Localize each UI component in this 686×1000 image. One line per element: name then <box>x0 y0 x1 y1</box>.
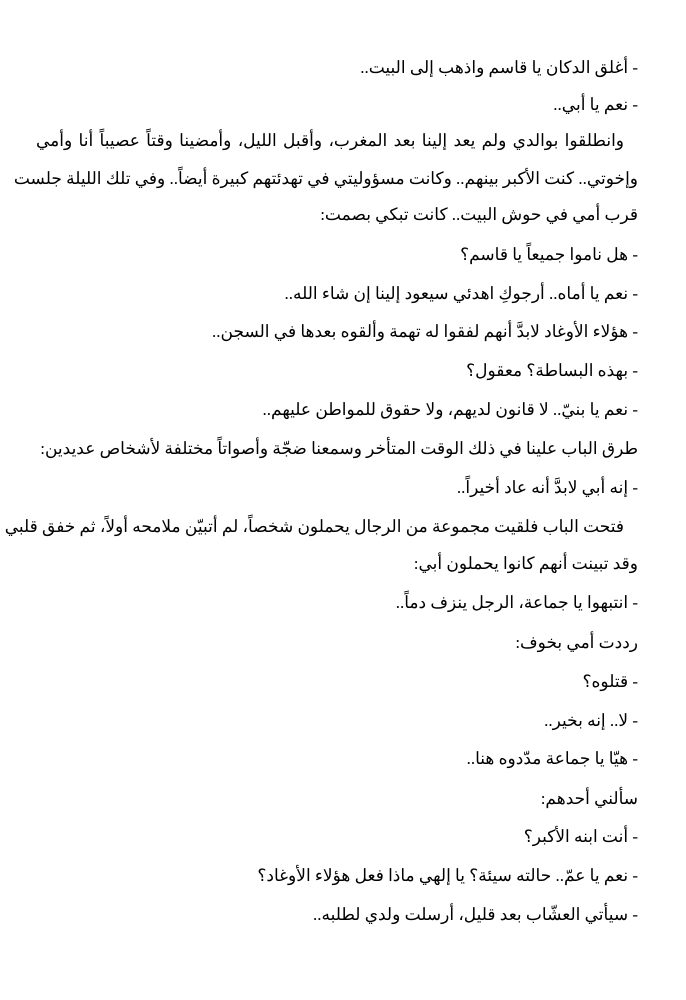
dialogue-line: - أنت ابنه الأكبر؟ <box>523 827 638 846</box>
paragraph-line: سألني أحدهم: <box>540 789 638 808</box>
paragraph-line: قرب أمي في حوش البيت.. كانت تبكي بصمت: <box>320 205 638 224</box>
paragraph-line: وقد تبينت أنهم كانوا يحملون أبي: <box>413 554 638 573</box>
dialogue-line: - نعم يا عمّ.. حالته سيئة؟ يا إلهي ماذا فعل هؤلاء الأوغاد؟ <box>257 866 638 885</box>
dialogue-line: - انتبهوا يا جماعة، الرجل ينزف دماً.. <box>395 593 638 612</box>
dialogue-line: - إنه أبي لابدَّ أنه عاد أخيراً.. <box>456 478 638 497</box>
dialogue-line: - هؤلاء الأوغاد لابدَّ أنهم لفقوا له تهمة وألقوه بعدها في السجن.. <box>212 322 638 341</box>
dialogue-line: - سيأتي العشّاب بعد قليل، أرسلت ولدي لطلبه.. <box>312 905 638 924</box>
dialogue-line: - نعم يا أماه.. أرجوكِ اهدئي سيعود إلينا إن شاء الله.. <box>284 284 638 303</box>
dialogue-line: - أغلق الدكان يا قاسم واذهب إلى البيت.. <box>360 58 638 77</box>
paragraph-line: فتحت الباب فلقيت مجموعة من الرجال يحملون شخصاً، لم أتبيّن ملامحه أولاً، ثم خفق قلبي <box>4 517 624 536</box>
dialogue-line: - لا.. إنه بخير.. <box>544 711 638 730</box>
dialogue-line: - هل ناموا جميعاً يا قاسم؟ <box>460 245 638 264</box>
paragraph-line: وإخوتي.. كنت الأكبر بينهم.. وكانت مسؤوليتي في تهدئتهم كبيرة أيضاً.. وفي تلك الليلة جلست <box>13 169 638 188</box>
dialogue-line: - نعم يا أبي.. <box>553 95 638 114</box>
paragraph-line: طرق الباب علينا في ذلك الوقت المتأخر وسمعنا ضجّة وأصواتاً مختلفة لأشخاص عديدين: <box>40 439 638 458</box>
dialogue-line: - قتلوه؟ <box>582 672 638 691</box>
dialogue-line: - بهذه البساطة؟ معقول؟ <box>466 361 638 380</box>
paragraph-line: رددت أمي بخوف: <box>515 633 638 652</box>
dialogue-line: - هيّا يا جماعة مدّدوه هنا.. <box>466 749 638 768</box>
paragraph-line: وانطلقوا بوالدي ولم يعد إلينا بعد المغرب، وأقبل الليل، وأمضينا وقتاً عصيباً أنا وأمي <box>36 131 624 150</box>
dialogue-line: - نعم يا بنيّ.. لا قانون لديهم، ولا حقوق للمواطن عليهم.. <box>262 400 638 419</box>
